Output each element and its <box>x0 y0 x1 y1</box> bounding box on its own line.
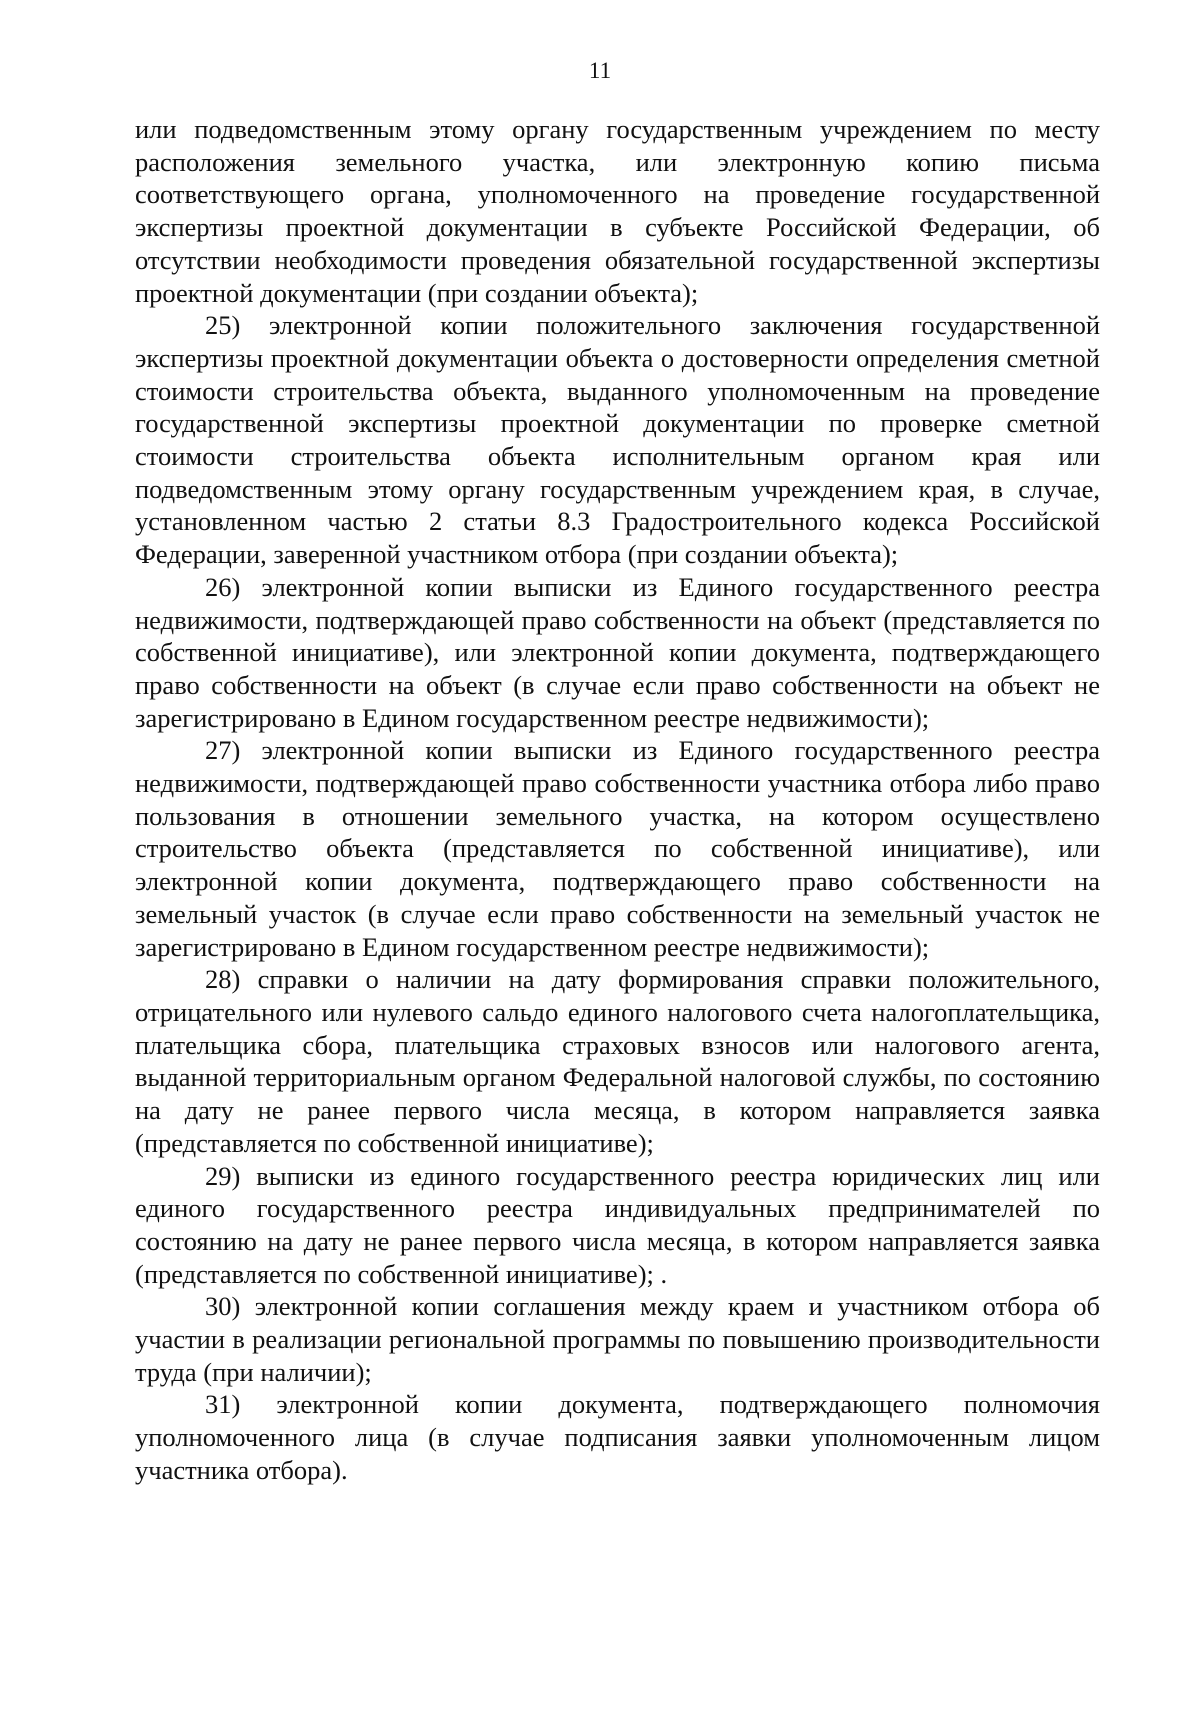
paragraph-item-25: 25) электронной копии положительного заключения государственной экспертизы проектной документации объекта о достоверности определения сметной стоимости строительства объекта, выданного уполномоченным на проведение государственной экспертизы проектной документации по проверке сметной стоимости строительства объекта исполнительным органом края или подведомственным этому органу государственным учреждением края, в случае, установленном частью 2 статьи 8.3 Градостроительного кодекса Российской Федерации, заверенной участником отбора (при создании объекта); <box>135 310 1100 570</box>
paragraph-item-28: 28) справки о наличии на дату формирования справки положительного, отрицательного или нулевого сальдо единого налогового счета налогоплательщика, плательщика сбора, плательщика страховых взносов или налогового агента, выданной территориальным органом Федеральной налоговой службы, по состоянию на дату не ранее первого числа месяца, в котором направляется заявка (представляется по собственной инициативе); <box>135 964 1100 1158</box>
page-number: 11 <box>588 58 612 83</box>
paragraph-item-31: 31) электронной копии документа, подтверждающего полномочия уполномоченного лица (в случае подписания заявки уполномоченным лицом участника отбора). <box>135 1389 1100 1485</box>
paragraph-item-29: 29) выписки из единого государственного реестра юридических лиц или единого государственного реестра индивидуальных предпринимателей по состоянию на дату не ранее первого числа месяца, в котором направляется заявка (представляется по собственной инициативе); . <box>135 1160 1100 1289</box>
paragraph-continuation: или подведомственным этому органу государственным учреждением по месту расположения земельного участка, или электронную копию письма соответствующего органа, уполномоченного на проведение государственной экспертизы проектной документации в субъекте Российской Федерации, об отсутствии необходимости проведения обязательной государственной экспертизы проектной документации (при создании объекта); <box>135 114 1100 308</box>
document-body <box>135 113 1100 1487</box>
paragraph-item-30: 30) электронной копии соглашения между краем и участником отбора об участии в реализации региональной программы по повышению производительности труда (при наличии); <box>135 1291 1100 1387</box>
paragraph-item-27: 27) электронной копии выписки из Единого государственного реестра недвижимости, подтверждающей право собственности участника отбора либо право пользования в отношении земельного участка, на котором осуществлено строительство объекта (представляется по собственной инициативе), или электронной копии документа, подтверждающего право собственности на земельный участок (в случае если право собственности на земельный участок не зарегистрировано в Едином государственном реестре недвижимости); <box>135 735 1100 962</box>
paragraph-item-26: 26) электронной копии выписки из Единого государственного реестра недвижимости, подтверждающей право собственности на объект (представляется по собственной инициативе), или электронной копии документа, подтверждающего право собственности на объект (в случае если право собственности на объект не зарегистрировано в Едином государственном реестре недвижимости); <box>135 571 1100 733</box>
